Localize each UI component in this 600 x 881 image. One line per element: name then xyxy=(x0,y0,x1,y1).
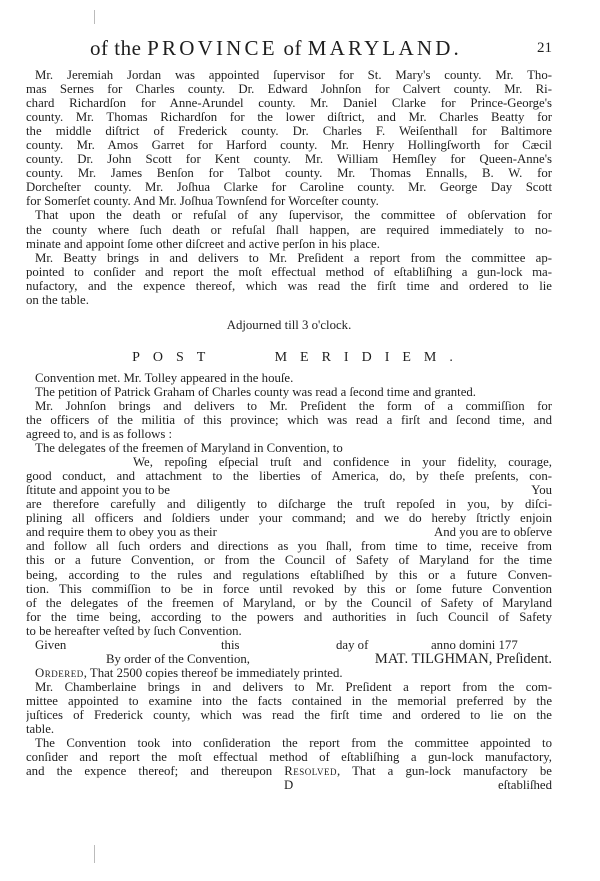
text-fragment: And you are to obſerve xyxy=(434,525,552,540)
text-line: mittee appointed to examine into the facts contained in the memorial preferred by the xyxy=(26,693,552,708)
text-fragment: and the expence thereof; and thereupon xyxy=(26,764,285,779)
text-line: mas Sernes for Charles county. Dr. Edward Johnſon for Calvert county. Mr. Ri- xyxy=(26,82,552,97)
text-line: county. Mr. Thomas Richardſon for the lower diſtrict, and Mr. Charles Beatty for xyxy=(26,110,552,125)
text-line: and follow all ſuch orders and directions as you ſhall, from time to time, receive from xyxy=(26,539,552,554)
page-number: 21 xyxy=(537,40,552,56)
text-fragment: ſtitute and appoint you to be xyxy=(26,483,170,498)
text-line: table. xyxy=(26,722,55,737)
afternoon-section xyxy=(26,371,552,792)
resolved-label: Resolved xyxy=(284,764,337,779)
title-province: PROVINCE xyxy=(147,36,278,60)
paragraph-johnson-commission xyxy=(26,399,552,441)
ordered-text: , That 2500 copies thereof be immediately printed. xyxy=(83,665,343,680)
text-line: good conduct, and attachment to the liberties of America, do, by theſe preſents, con- xyxy=(26,469,552,484)
text-line: being, according to the rules and regulations eſtabliſhed by this or a future Conven- xyxy=(26,567,552,582)
text-line: conſider and report the moſt effectual method of eſtabliſhing a gun-lock manufactory, xyxy=(26,750,552,765)
text-fragment: and require them to obey you as their xyxy=(26,525,217,540)
given-this: this xyxy=(221,637,240,652)
text-line: county. Dr. John Scott for Kent county. Mr. William Hemſley for Queen-Anne's xyxy=(26,152,552,167)
text-line: for the time being, according to the powers and authorities in ſuch Council of Safety xyxy=(26,609,552,624)
text-line: to be hereafter veſted by ſuch Convention. xyxy=(26,623,242,638)
paragraph-supervisors xyxy=(26,68,552,208)
text-line: That upon the death or refuſal of any ſupervisor, the committee of obſervation for xyxy=(35,208,552,223)
paragraph-petition xyxy=(26,385,552,399)
given-anno-domini: anno domini 177 xyxy=(431,637,518,652)
text-line: Mr. Chamberlaine brings in and delivers to Mr. Preſident a report from the com- xyxy=(35,679,552,694)
text-line: Convention met. Mr. Tolley appeared in the houſe. xyxy=(35,370,294,385)
commission-body xyxy=(26,539,552,637)
signatory-name: MAT. TILGHMAN, Preſident. xyxy=(374,650,552,667)
text-line: juſtices of Frederick county, which was read the firſt time and ordered to lie on the xyxy=(26,707,552,722)
text-line: county. Mr. Amos Garret for Harford county. Mr. Henry Hollingſworth for Cæcil xyxy=(26,138,552,153)
text-line: pointed to conſider and report the moſt effectual method of eſtabliſhing a gun-lock ma- xyxy=(26,264,552,279)
text-line: the officers of the militia of this province; which was read a firſt and ſecond time, and xyxy=(26,412,552,427)
ordered-line xyxy=(26,666,552,680)
text-line: Mr. Beatty brings in and delivers to Mr. Preſident a report from the committee ap- xyxy=(35,250,552,265)
text-line: plining all officers and ſoldiers under your command; and we do hereby ſtrictly enjoin xyxy=(26,511,552,526)
text-fragment: , That a gun-lock manufactory be xyxy=(336,764,552,779)
text-line: The Convention took into conſideration the report from the committee appointed to xyxy=(35,736,552,751)
text-line: the county where ſuch death or refuſal ſhall happen, are required immediately to no- xyxy=(26,222,552,237)
text-line: nufactory, and the expence thereof, which was read the firſt time and ordered to lie xyxy=(26,278,552,293)
signature-mark: D xyxy=(284,778,294,793)
text-line: agreed to, and is as follows : xyxy=(26,427,173,442)
given-date-line xyxy=(26,638,552,652)
title-maryland: MARYLAND. xyxy=(307,36,463,60)
given-day-of: day of xyxy=(336,637,369,652)
text-line: for Somerſet county. And Mr. Joſhua Townſend for Worceſter county. xyxy=(26,194,379,209)
adjournment-note: Adjourned till 3 o'clock. xyxy=(226,317,352,332)
commission-address: The delegates of the freemen of Maryland in Convention, to xyxy=(35,441,343,456)
paragraph-resolution xyxy=(26,736,552,778)
paragraph-refusal xyxy=(26,208,552,250)
text-line: county. Mr. James Benſon for Talbot county. Mr. Thomas Ennalls, B. W. for xyxy=(26,166,552,181)
text-fragment: You xyxy=(531,483,552,498)
paragraph-chamberlaine xyxy=(26,680,552,736)
text-line: Mr. Johnſon brings and delivers to Mr. Preſident the form of a commiſſion for xyxy=(35,398,552,413)
scan-edge-mark xyxy=(94,845,95,863)
page-header xyxy=(0,36,600,62)
text-line: are therefore carefully and diligently to diſcharge the truſt repoſed in you, by diſci- xyxy=(26,497,552,512)
scan-edge-mark xyxy=(94,10,95,24)
text-line: The petition of Patrick Graham of Charles county was read a ſecond time and granted. xyxy=(35,384,476,399)
given-label: Given xyxy=(35,637,67,652)
commission-form xyxy=(26,441,552,666)
paragraph-beatty-report xyxy=(26,251,552,307)
text-line: of the delegates of the freemen of Maryland, or by the Council of Safety of Maryland xyxy=(26,595,552,610)
page-body xyxy=(26,68,552,792)
section-heading-post-meridiem: POST MERIDIEM. xyxy=(132,349,466,365)
text-line xyxy=(26,764,552,778)
text-line: We, repoſing eſpecial truſt and confidence in your fidelity, courage, xyxy=(133,455,552,470)
text-line xyxy=(26,483,552,497)
page-footer xyxy=(26,778,552,792)
signature-line xyxy=(26,652,552,666)
text-line: tion. This commiſſion to be in force until revoked by this or ſome future Convention xyxy=(26,581,552,596)
text-line: chard Richardſon for Anne-Arundel county. Mr. Daniel Clarke for Prince-George's xyxy=(26,96,552,111)
text-line xyxy=(26,525,552,539)
text-line: minate and appoint ſome other diſcreet and active perſon in his place. xyxy=(26,236,380,251)
text-line: Dorcheſter county. Mr. Joſhua Clarke for Caroline county. Mr. George Day Scott xyxy=(26,180,552,195)
resolution-lines xyxy=(26,736,552,764)
ordered-label: Ordered xyxy=(35,665,84,680)
title-prefix: of the xyxy=(90,36,142,60)
title-of: of xyxy=(283,36,303,60)
running-title xyxy=(90,36,462,61)
text-line: the middle diſtrict of Frederick county. Dr. Charles F. Weiſenthall for Baltimore xyxy=(26,124,552,139)
morning-section xyxy=(26,68,552,332)
text-line: on the table. xyxy=(26,292,89,307)
catchword: eſtabliſhed xyxy=(497,778,552,793)
order-of-convention: By order of the Convention, xyxy=(106,651,250,666)
paragraph-convention-met xyxy=(26,371,552,385)
text-line: this or a future Convention, or from the Council of Safety of Maryland for the time xyxy=(26,553,552,568)
text-line: Mr. Jeremiah Jordan was appointed ſupervisor for St. Mary's county. Mr. Tho- xyxy=(35,68,552,82)
